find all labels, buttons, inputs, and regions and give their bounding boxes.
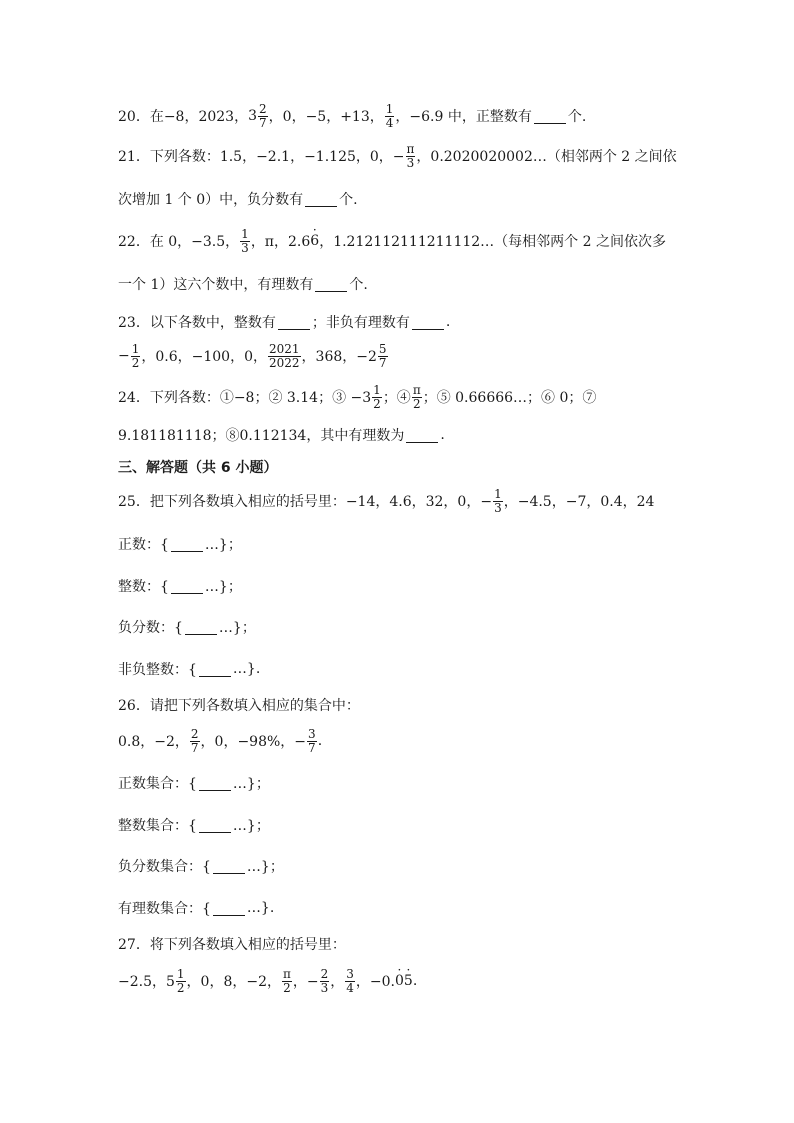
q25-negative-fraction-set: 负分数：{ …}； — [118, 620, 256, 636]
answer-blank[interactable] — [213, 859, 245, 874]
q25-integer-set: 整数：{ …}； — [118, 579, 242, 595]
answer-blank[interactable] — [315, 277, 347, 292]
answer-blank[interactable] — [412, 315, 444, 330]
answer-blank[interactable] — [199, 662, 231, 677]
answer-blank[interactable] — [534, 109, 566, 124]
section-heading: 三、解答题（共 6 小题） — [118, 460, 278, 476]
q26-positive-set: 正数集合：{ …}； — [118, 776, 270, 792]
question-24-line2: 9.181181118；⑧0.112134，其中有理数为 . — [118, 427, 445, 444]
question-27-numbers: −2.5，5 $\frac{1}{2}$ ，0，8，−2， $\frac{\pi}{2}$ ，− $\frac{2}{3}$ ， $\frac{3}{4}$ ，−0. · 0 · 5 . — [118, 966, 417, 996]
question-21: 21．下列各数：1.5，−2.1，−1.125，0，− $\frac{\pi}{3}$ ，0.2020020002…（相邻两个 2 之间依 — [118, 141, 677, 170]
q26-integer-set: 整数集合：{ …}； — [118, 818, 270, 834]
question-26: 26．请把下列各数填入相应的集合中： — [118, 698, 360, 714]
repeating-digit: · 0 — [395, 973, 404, 989]
answer-blank[interactable] — [199, 776, 231, 791]
q26-rational-set: 有理数集合：{ …}. — [118, 900, 275, 917]
q25-nonnegative-integer-set: 非负整数：{ …}. — [118, 661, 261, 678]
repeating-digit: · 5 — [404, 973, 413, 989]
repeating-digit: · 6 — [310, 233, 319, 249]
question-23-numbers: − $\frac{1}{2}$ ，0.6，−100，0， $\frac{2021}{2022}$ ，368，−2 $\frac{5}{7}$ — [118, 341, 387, 370]
q20-mixed-number: 3 $\frac{2}{7}$ — [248, 101, 267, 130]
question-21-line2: 次增加 1 个 0）中，负分数有 个. — [118, 192, 358, 208]
q22-fraction: $\frac{1}{3}$ — [241, 226, 249, 255]
answer-blank[interactable] — [213, 901, 245, 916]
question-24: 24．下列各数：①−8；② 3.14；③ −3 $\frac{1}{2}$ ；④ $\frac{\pi}{2}$ ；⑤ 0.66666…；⑥ 0；⑦ — [118, 382, 597, 411]
q25-positive-set: 正数：{ …}； — [118, 537, 242, 553]
answer-blank[interactable] — [171, 579, 203, 594]
q20-lead: 20．在−8，2023， — [118, 109, 249, 125]
question-22-line2: 一个 1）这六个数中，有理数有 个. — [118, 277, 368, 293]
answer-blank[interactable] — [278, 315, 310, 330]
question-23: 23．以下各数中，整数有 ；非负有理数有 . — [118, 314, 451, 331]
question-27: 27．将下列各数填入相应的括号里： — [118, 937, 346, 953]
question-25: 25．把下列各数填入相应的括号里：−14，4.6，32，0，− $\frac{1}{3}$ ，−4.5，−7，0.4，24 — [118, 486, 655, 515]
q26-negative-fraction-set: 负分数集合：{ …}； — [118, 859, 284, 875]
answer-blank[interactable] — [171, 537, 203, 552]
answer-blank[interactable] — [305, 192, 337, 207]
question-20: 20．在−8，2023， 3 $\frac{2}{7}$ ，0，−5，+13， $\frac{1}{4}$ ，−6.9 中，正整数有 个. — [118, 101, 587, 130]
q21-fraction: $\frac{\pi}{3}$ — [406, 141, 415, 170]
answer-blank[interactable] — [406, 428, 438, 443]
answer-blank[interactable] — [185, 620, 217, 635]
answer-blank[interactable] — [199, 818, 231, 833]
question-26-numbers: 0.8，−2， $\frac{2}{7}$ ，0，−98%，− $\frac{3}{7}$ . — [118, 726, 323, 755]
q20-fraction: $\frac{1}{4}$ — [385, 101, 394, 130]
question-22: 22．在 0，−3.5， $\frac{1}{3}$ ，π，2.6 · 6 ，1.212112111211112…（每相邻两个 2 之间依次多 — [118, 226, 666, 256]
